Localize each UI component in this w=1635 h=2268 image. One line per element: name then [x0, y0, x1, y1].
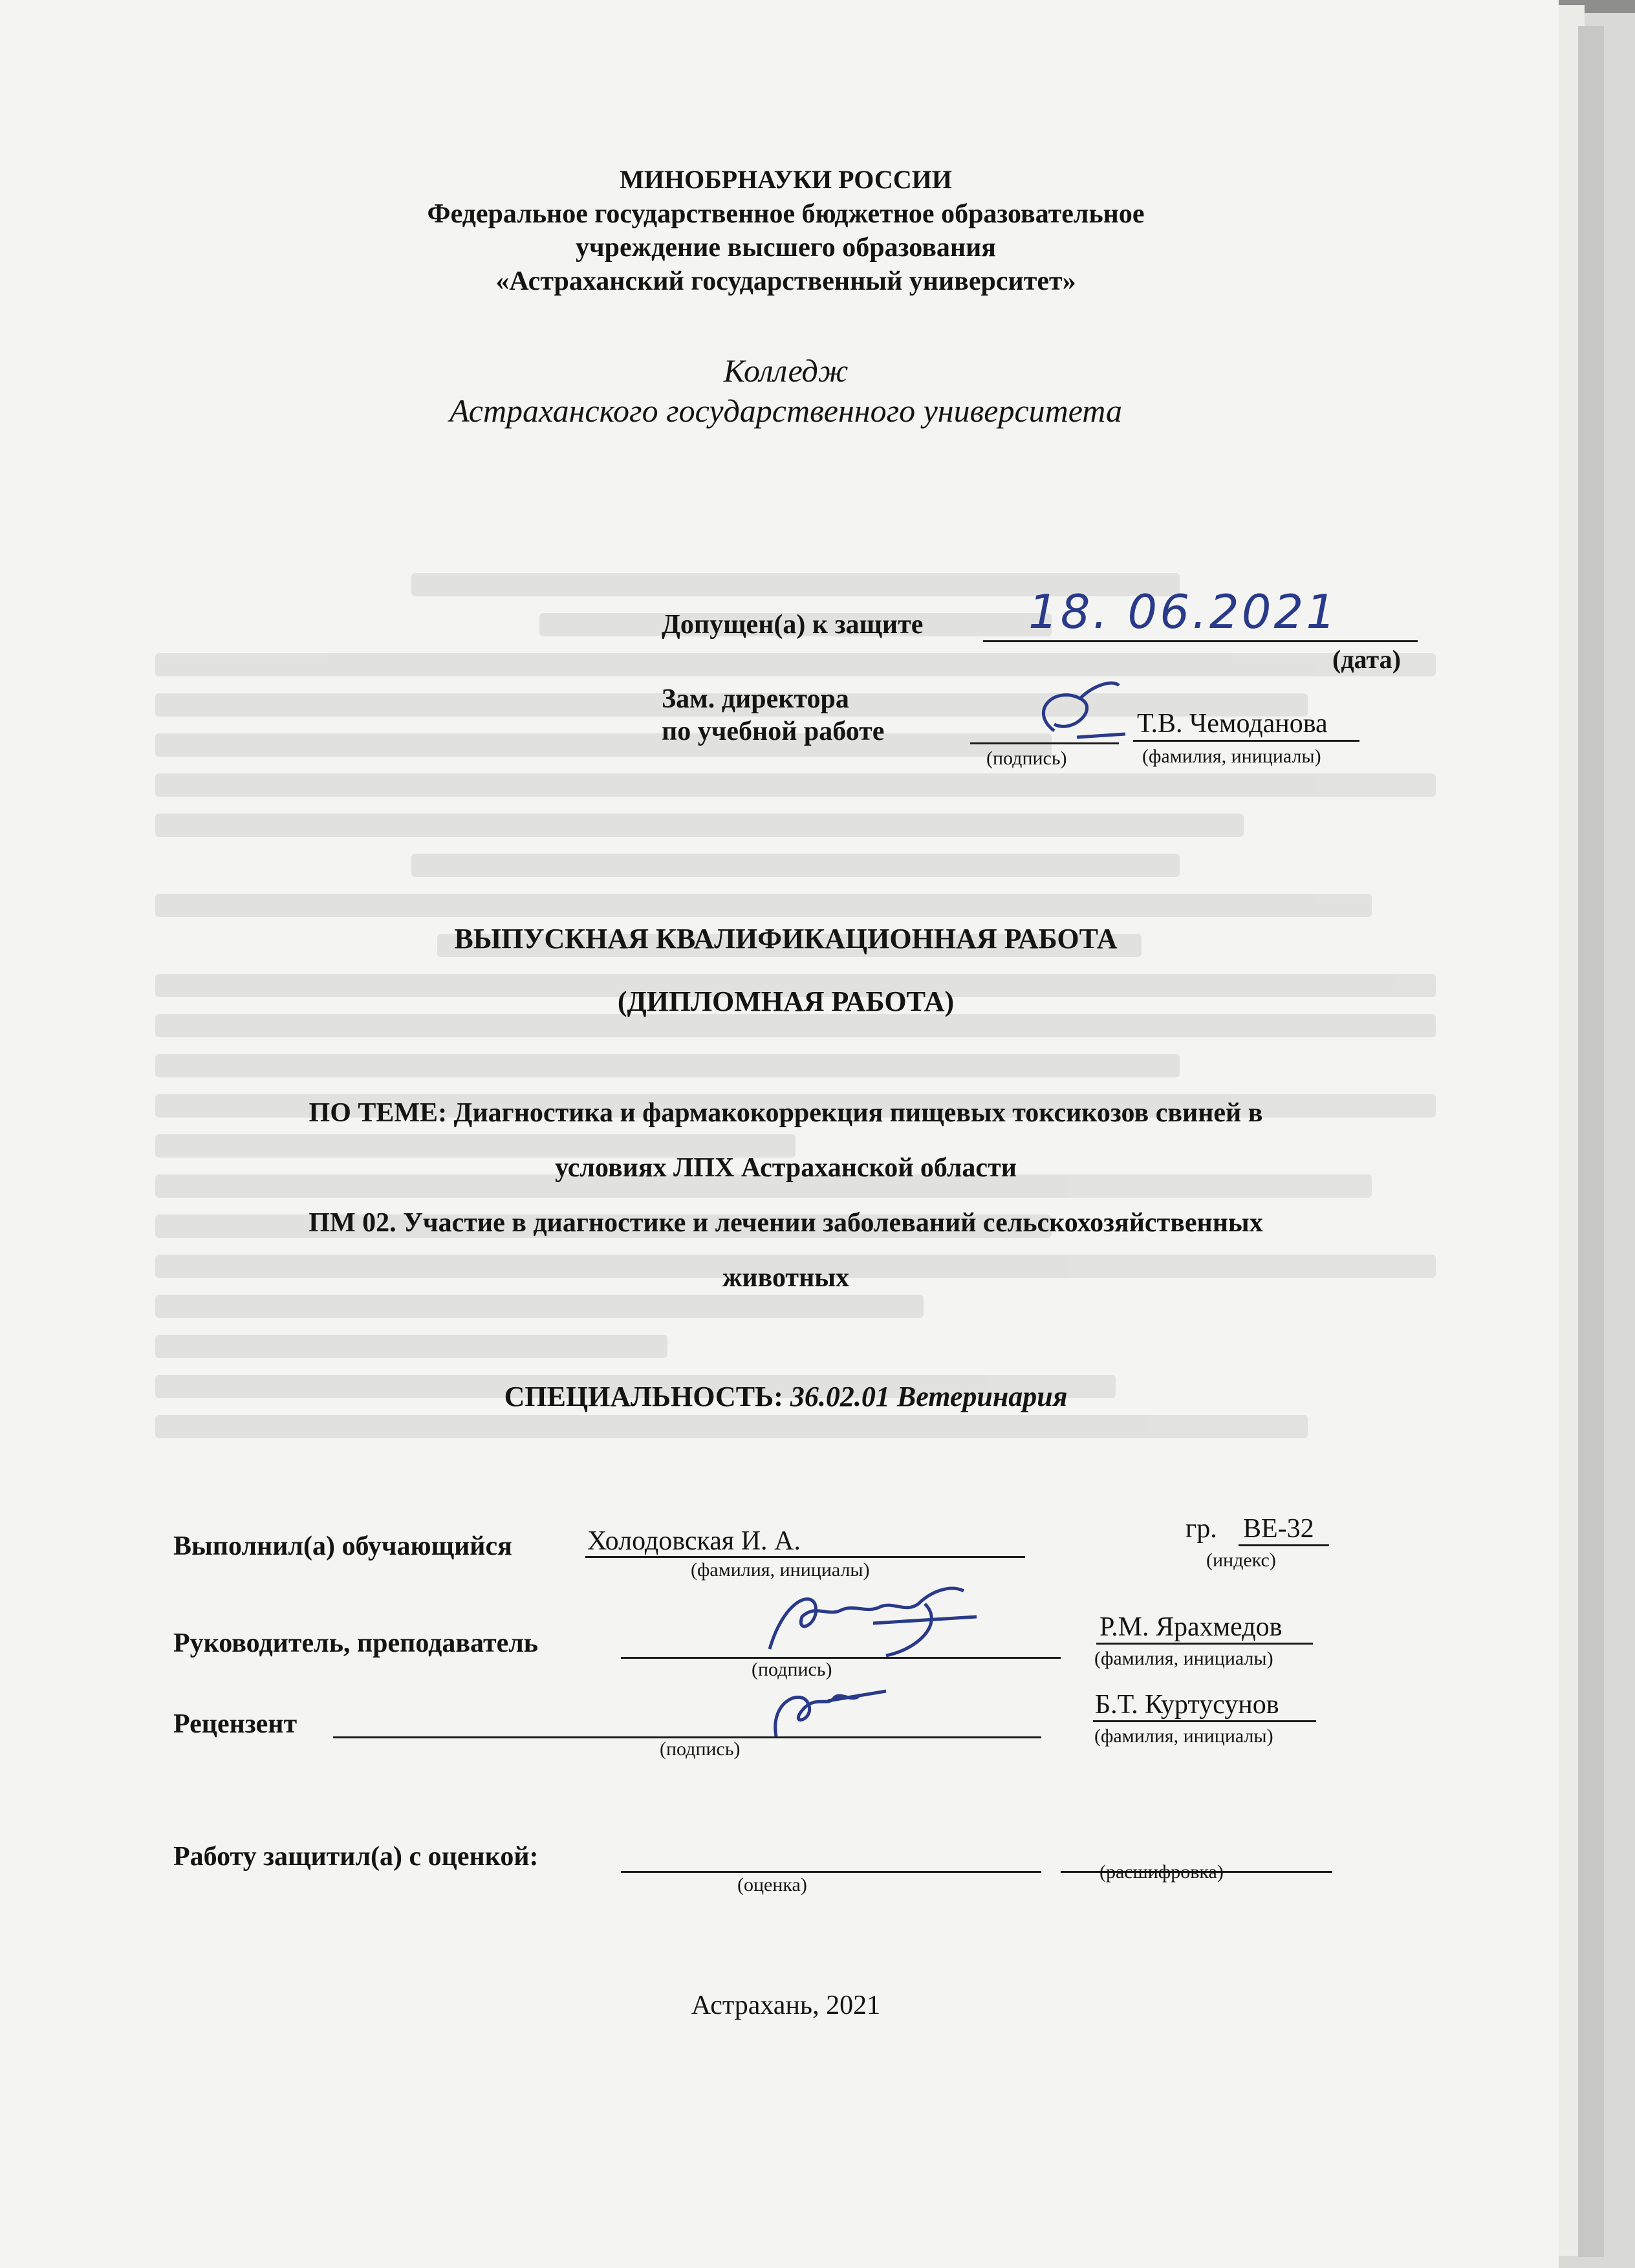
- supervisor-signature-caption: (подпись): [752, 1659, 832, 1680]
- reviewer-name-line: [1093, 1720, 1316, 1722]
- group-value: ВЕ-32: [1243, 1514, 1314, 1544]
- group-caption: (индекс): [1206, 1550, 1276, 1571]
- work-title-line-1: ВЫПУСКНАЯ КВАЛИФИКАЦИОННАЯ РАБОТА: [454, 923, 1118, 955]
- admitted-date: 18. 06.2021: [1028, 585, 1339, 639]
- deputy-name-caption: (фамилия, инициалы): [1142, 746, 1321, 767]
- group-line: [1239, 1544, 1329, 1546]
- college-line-2: Астраханского государственного университета: [449, 393, 1123, 429]
- city-year: Астрахань, 2021: [691, 1991, 881, 2020]
- topic-line-1: ПО ТЕМЕ: Диагностика и фармакокоррекция пищевых токсикозов свиней в: [309, 1098, 1263, 1128]
- group-label: гр.: [1186, 1514, 1217, 1544]
- supervisor-name: Р.М. Ярахмедов: [1099, 1612, 1283, 1642]
- student-name-caption: (фамилия, инициалы): [691, 1559, 870, 1581]
- work-title-line-2: (ДИПЛОМНАЯ РАБОТА): [617, 986, 955, 1017]
- student-name: Холодовская И. А.: [587, 1526, 801, 1556]
- specialty-value: 36.02.01 Ветеринария: [790, 1381, 1068, 1412]
- ministry-name: МИНОБРНАУКИ РОССИИ: [620, 165, 952, 194]
- reviewer-name: Б.Т. Куртусунов: [1095, 1690, 1279, 1720]
- deputy-line-1: Зам. директора: [662, 684, 849, 714]
- paper-stack-edge: [1578, 26, 1604, 2257]
- topic-line-2: условиях ЛПХ Астраханской области: [555, 1153, 1017, 1183]
- supervisor-name-caption: (фамилия, инициалы): [1094, 1648, 1273, 1669]
- admitted-date-line: [983, 640, 1418, 642]
- defense-label: Работу защитил(а) с оценкой:: [173, 1842, 539, 1872]
- grade-decode-caption: (расшифровка): [1099, 1861, 1224, 1883]
- deputy-signature-caption: (подпись): [986, 748, 1067, 769]
- supervisor-signature: [757, 1578, 990, 1662]
- institution-line-2: учреждение высшего образования: [575, 233, 997, 263]
- student-label: Выполнил(а) обучающийся: [173, 1531, 512, 1561]
- supervisor-label: Руководитель, преподаватель: [173, 1628, 539, 1658]
- deputy-line-2: по учебной работе: [662, 717, 885, 746]
- reviewer-label: Рецензент: [173, 1709, 298, 1739]
- institution-line-1: Федеральное государственное бюджетное образовательное: [427, 199, 1145, 229]
- reviewer-signature-caption: (подпись): [660, 1738, 741, 1760]
- deputy-name: Т.В. Чемоданова: [1137, 709, 1328, 739]
- grade-line: [621, 1871, 1041, 1873]
- module-line-1: ПМ 02. Участие в диагностике и лечении заболеваний сельскохозяйственных: [309, 1208, 1263, 1238]
- supervisor-name-line: [1096, 1643, 1313, 1645]
- reviewer-name-caption: (фамилия, инициалы): [1094, 1725, 1273, 1747]
- reviewer-signature: [757, 1675, 899, 1746]
- student-name-line: [585, 1556, 1025, 1558]
- deputy-name-line: [1133, 740, 1359, 742]
- specialty-label: СПЕЦИАЛЬНОСТЬ:: [504, 1381, 783, 1412]
- grade-caption: (оценка): [737, 1874, 807, 1895]
- university-name: «Астраханский государственный университет»: [495, 266, 1076, 296]
- deputy-signature: [1015, 673, 1145, 750]
- specialty: [504, 1383, 1068, 1411]
- college-line-1: Колледж: [723, 352, 849, 389]
- date-caption: (дата): [1332, 645, 1401, 674]
- module-line-2: животных: [722, 1263, 850, 1293]
- admitted-label: Допущен(а) к защите: [662, 610, 924, 640]
